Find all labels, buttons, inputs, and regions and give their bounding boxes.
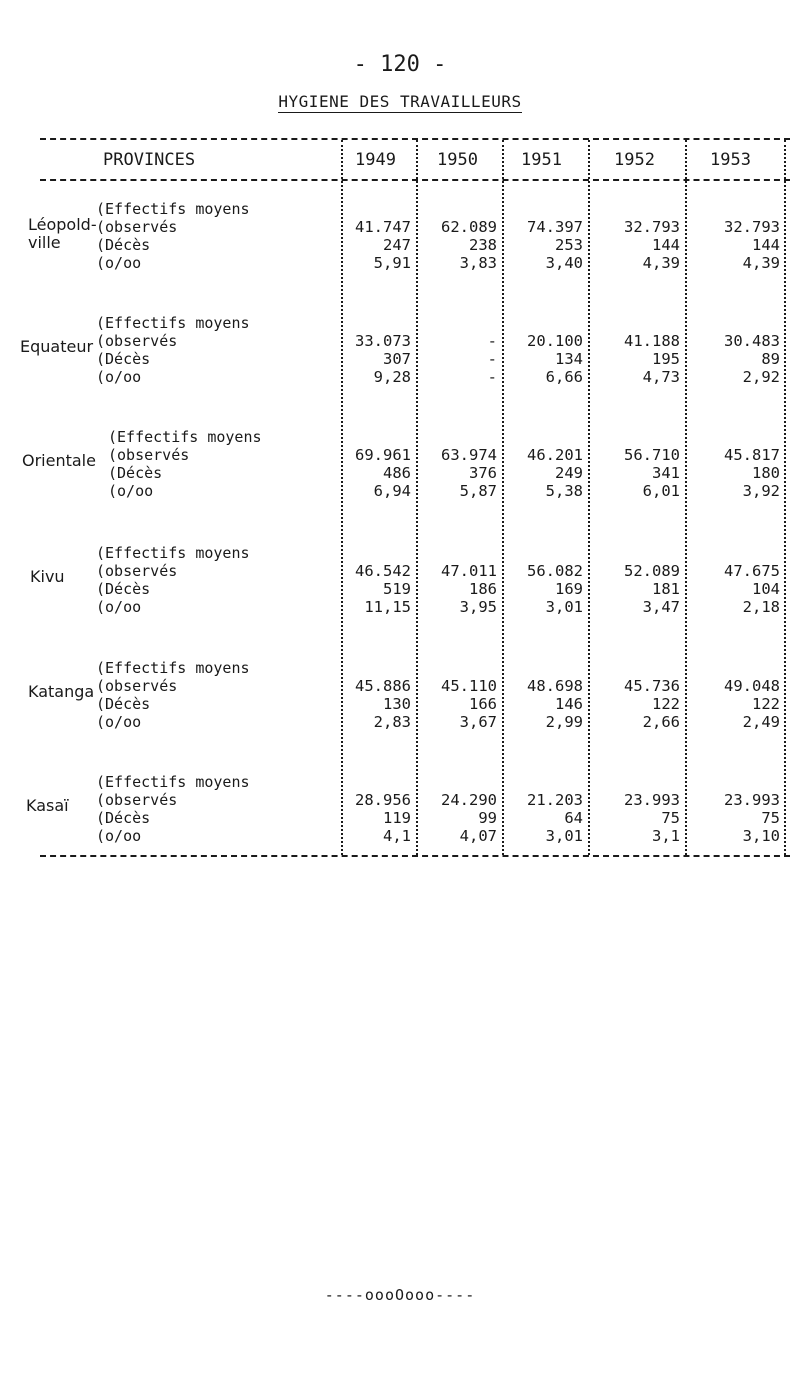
year-values [527, 332, 583, 386]
year-header: 1951 [521, 150, 562, 170]
year-values [724, 218, 780, 272]
row-label: (Décès [96, 809, 151, 827]
row-label: (Décès [96, 236, 151, 254]
year-values [355, 218, 411, 272]
effectifs-value: 74.397 [527, 218, 583, 236]
province-name: Katanga [28, 682, 95, 701]
year-values [441, 677, 497, 731]
row-labels [108, 428, 262, 500]
year-values [624, 791, 680, 845]
deces-value: 169 [555, 580, 583, 598]
taux-value: 2,18 [742, 598, 780, 616]
effectifs-value: 24.290 [441, 791, 497, 809]
effectifs-value: 23.993 [724, 791, 780, 809]
province-block [0, 659, 800, 755]
row-label: (Décès [96, 580, 151, 598]
row-label: (o/oo [96, 254, 142, 272]
header-rule [40, 179, 790, 181]
row-label: (o/oo [108, 482, 154, 500]
taux-value: 2,66 [642, 713, 680, 731]
taux-value: 9,28 [373, 368, 411, 386]
effectifs-value: 32.793 [724, 218, 780, 236]
taux-value: 3,67 [459, 713, 497, 731]
taux-value: 2,99 [545, 713, 583, 731]
row-label: (Décès [96, 695, 151, 713]
row-label: (o/oo [96, 598, 142, 616]
province-name: Orientale [22, 451, 96, 470]
taux-value: 3,01 [545, 598, 583, 616]
year-header: 1949 [355, 150, 396, 170]
year-values [441, 218, 497, 272]
province-block [0, 773, 800, 869]
deces-value: 195 [652, 350, 680, 368]
deces-value: 134 [555, 350, 583, 368]
row-labels [96, 544, 250, 616]
effectifs-value: 56.082 [527, 562, 583, 580]
effectifs-value: 21.203 [527, 791, 583, 809]
year-values [624, 446, 680, 500]
taux-value: 5,87 [459, 482, 497, 500]
footer-ornament: ----oooOooo---- [324, 1286, 476, 1304]
deces-value: 89 [761, 350, 780, 368]
row-label: (Effectifs moyens [96, 544, 250, 562]
effectifs-value: 52.089 [624, 562, 680, 580]
year-values [441, 446, 497, 500]
deces-value: 75 [661, 809, 680, 827]
deces-value: 307 [383, 350, 411, 368]
deces-value: 519 [383, 580, 411, 598]
effectifs-value: 20.100 [527, 332, 583, 350]
year-values [724, 446, 780, 500]
year-values [355, 791, 411, 845]
row-label: (o/oo [96, 827, 142, 845]
effectifs-value: 45.736 [624, 677, 680, 695]
taux-value: 4,39 [642, 254, 680, 272]
effectifs-value: 48.698 [527, 677, 583, 695]
year-header: 1952 [614, 150, 655, 170]
year-values [724, 332, 780, 386]
deces-value: 75 [761, 809, 780, 827]
row-label: (Effectifs moyens [108, 428, 262, 446]
taux-value: 4,1 [383, 827, 411, 845]
taux-value: 3,92 [742, 482, 780, 500]
effectifs-value: 56.710 [624, 446, 680, 464]
year-values [527, 562, 583, 616]
year-values [724, 791, 780, 845]
row-label: (Décès [96, 350, 151, 368]
effectifs-value: 45.817 [724, 446, 780, 464]
taux-value: 3,47 [642, 598, 680, 616]
deces-value: 122 [652, 695, 680, 713]
year-values [527, 446, 583, 500]
effectifs-value: 45.886 [355, 677, 411, 695]
effectifs-value: 49.048 [724, 677, 780, 695]
deces-value: 376 [469, 464, 497, 482]
taux-value: 2,49 [742, 713, 780, 731]
year-values [355, 562, 411, 616]
province-name: ville [28, 233, 61, 252]
deces-value: 119 [383, 809, 411, 827]
taux-value: 6,66 [545, 368, 583, 386]
effectifs-value: 45.110 [441, 677, 497, 695]
year-values [355, 446, 411, 500]
effectifs-value: - [487, 332, 497, 350]
province-name: Kivu [30, 567, 65, 586]
table-top-rule [40, 138, 790, 140]
taux-value: 3,1 [652, 827, 680, 845]
title-text: HYGIENE DES TRAVAILLEURS [278, 92, 522, 111]
taux-value: 11,15 [364, 598, 411, 616]
year-values [488, 332, 497, 386]
taux-value: 6,01 [642, 482, 680, 500]
deces-value: 180 [752, 464, 780, 482]
taux-value: 2,92 [742, 368, 780, 386]
taux-value: 5,91 [373, 254, 411, 272]
year-values [355, 332, 411, 386]
province-block [0, 314, 800, 410]
year-header: 1950 [437, 150, 478, 170]
row-labels [96, 200, 250, 272]
effectifs-value: 63.974 [441, 446, 497, 464]
effectifs-value: 62.089 [441, 218, 497, 236]
year-values [527, 218, 583, 272]
row-label: (observés [108, 446, 190, 464]
year-values [624, 562, 680, 616]
deces-value: 247 [383, 236, 411, 254]
deces-value: 146 [555, 695, 583, 713]
year-values [527, 791, 583, 845]
page-title [0, 92, 800, 111]
year-values [724, 562, 780, 616]
taux-value: 5,38 [545, 482, 583, 500]
taux-value: - [487, 368, 497, 386]
year-values [441, 791, 497, 845]
taux-value: 4,39 [742, 254, 780, 272]
effectifs-value: 23.993 [624, 791, 680, 809]
deces-value: 249 [555, 464, 583, 482]
province-block [0, 200, 800, 296]
row-label: (Effectifs moyens [96, 314, 250, 332]
taux-value: 4,73 [642, 368, 680, 386]
year-values [624, 677, 680, 731]
deces-value: 104 [752, 580, 780, 598]
effectifs-value: 46.201 [527, 446, 583, 464]
province-block [0, 544, 800, 640]
taux-value: 6,94 [373, 482, 411, 500]
page-number: - 120 - [353, 52, 447, 77]
taux-value: 3,10 [742, 827, 780, 845]
row-label: (o/oo [96, 713, 142, 731]
deces-value: 166 [469, 695, 497, 713]
deces-value: 253 [555, 236, 583, 254]
year-values [724, 677, 780, 731]
deces-value: 99 [478, 809, 497, 827]
deces-value: 122 [752, 695, 780, 713]
deces-value: 341 [652, 464, 680, 482]
province-block [0, 428, 800, 524]
effectifs-value: 28.956 [355, 791, 411, 809]
row-labels [96, 659, 250, 731]
taux-value: 2,83 [373, 713, 411, 731]
row-label: (Effectifs moyens [96, 659, 250, 677]
row-label: (observés [96, 562, 178, 580]
deces-value: 130 [383, 695, 411, 713]
taux-value: 3,01 [545, 827, 583, 845]
year-values [624, 332, 680, 386]
effectifs-value: 41.188 [624, 332, 680, 350]
taux-value: 3,40 [545, 254, 583, 272]
effectifs-value: 47.011 [441, 562, 497, 580]
row-label: (observés [96, 332, 178, 350]
deces-value: 64 [564, 809, 583, 827]
effectifs-value: 32.793 [624, 218, 680, 236]
effectifs-value: 41.747 [355, 218, 411, 236]
effectifs-value: 46.542 [355, 562, 411, 580]
row-label: (observés [96, 218, 178, 236]
taux-value: 3,83 [459, 254, 497, 272]
deces-value: 144 [752, 236, 780, 254]
year-values [441, 562, 497, 616]
row-labels [96, 314, 250, 386]
deces-value: 181 [652, 580, 680, 598]
deces-value: 238 [469, 236, 497, 254]
row-labels [96, 773, 250, 845]
province-name: Léopold- [28, 215, 97, 234]
deces-value: - [487, 350, 497, 368]
provinces-header: PROVINCES [103, 150, 196, 170]
row-label: (Décès [108, 464, 163, 482]
province-name: Kasaï [26, 796, 69, 815]
row-label: (Effectifs moyens [96, 773, 250, 791]
effectifs-value: 30.483 [724, 332, 780, 350]
year-values [355, 677, 411, 731]
year-header: 1953 [710, 150, 751, 170]
row-label: (observés [96, 677, 178, 695]
effectifs-value: 47.675 [724, 562, 780, 580]
row-label: (Effectifs moyens [96, 200, 250, 218]
deces-value: 486 [383, 464, 411, 482]
province-name: Equateur [20, 337, 94, 356]
effectifs-value: 33.073 [355, 332, 411, 350]
year-values [624, 218, 680, 272]
deces-value: 144 [652, 236, 680, 254]
effectifs-value: 69.961 [355, 446, 411, 464]
deces-value: 186 [469, 580, 497, 598]
row-label: (observés [96, 791, 178, 809]
year-values [527, 677, 583, 731]
taux-value: 4,07 [459, 827, 497, 845]
row-label: (o/oo [96, 368, 142, 386]
taux-value: 3,95 [459, 598, 497, 616]
